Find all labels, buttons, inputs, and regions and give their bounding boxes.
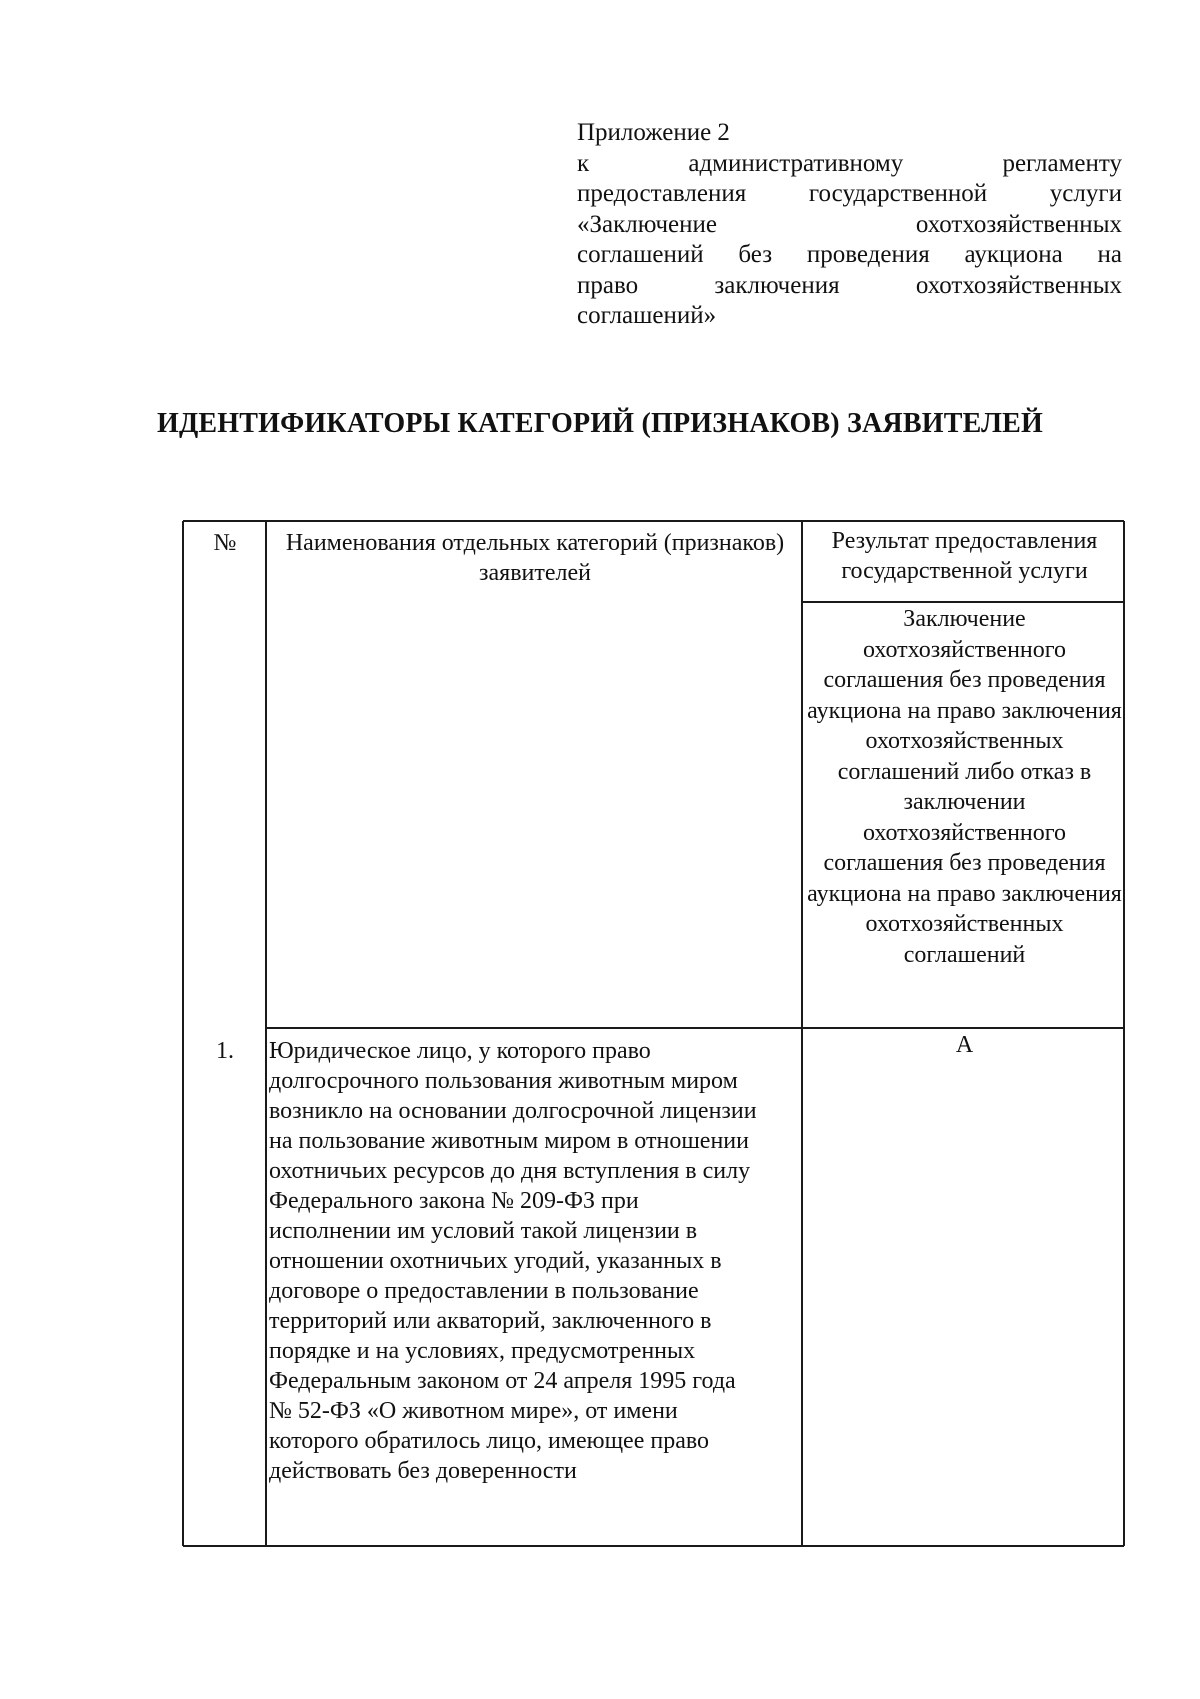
row-category [269, 1036, 809, 1486]
row-category-line: порядке и на условиях, предусмотренных [269, 1338, 696, 1364]
appendix-line: соглашений» [577, 302, 717, 329]
row-category-line: охотничьих ресурсов до дня вступления в силу [269, 1158, 751, 1184]
appendix-line: «Заключение охотхозяйственных [577, 210, 1122, 238]
row-category-line: которого обратилось лицо, имеющее право [269, 1428, 710, 1454]
row-category-line: № 52-ФЗ «О животном мире», от имени [269, 1398, 678, 1424]
row-category-line: территорий или акваторий, заключенного в [269, 1308, 712, 1334]
row-category-line: договоре о предоставлении в пользование [269, 1278, 699, 1304]
header-result-detail: Заключение охотхозяйственного соглашения без проведения аукциона на право заключения охотхозяйственных соглашений либо отказ в заключении охотхозяйственного соглашения без проведения аукциона на право заключения охотхозяйственных соглашений [807, 606, 1122, 968]
row-category-line: Федеральным законом от 24 апреля 1995 года [269, 1368, 736, 1394]
row-category-line: отношении охотничьих угодий, указанных в [269, 1248, 722, 1274]
appendix-block [577, 118, 1122, 332]
header-result: Результат предоставления государственной услуги [831, 528, 1098, 584]
appendix-line: к административному регламенту [577, 149, 1122, 177]
row-number: 1. [216, 1038, 234, 1064]
row-category-line: действовать без доверенности [269, 1458, 577, 1484]
appendix-line: соглашений без проведения аукциона на [577, 241, 1122, 268]
appendix-line: право заключения охотхозяйственных [577, 271, 1122, 299]
row-category-line: Юридическое лицо, у которого право [269, 1038, 651, 1064]
row-category-line: на пользование животным миром в отношении [269, 1128, 749, 1154]
row-category-line: возникло на основании долгосрочной лицензии [269, 1098, 757, 1124]
row-category-line: Федерального закона № 209-ФЗ при [269, 1188, 639, 1214]
row-category-line: исполнении им условий такой лицензии в [269, 1218, 698, 1244]
header-category: Наименования отдельных категорий (признаков) заявителей [285, 530, 785, 586]
row-category-line: долгосрочного пользования животным миром [269, 1068, 738, 1094]
appendix-line: Приложение 2 [577, 119, 730, 146]
row-code: А [955, 1032, 974, 1058]
document-title: ИДЕНТИФИКАТОРЫ КАТЕГОРИЙ (ПРИЗНАКОВ) ЗАЯВИТЕЛЕЙ [156, 408, 1044, 439]
appendix-line: предоставления государственной услуги [577, 180, 1122, 207]
header-number: № [213, 530, 237, 556]
